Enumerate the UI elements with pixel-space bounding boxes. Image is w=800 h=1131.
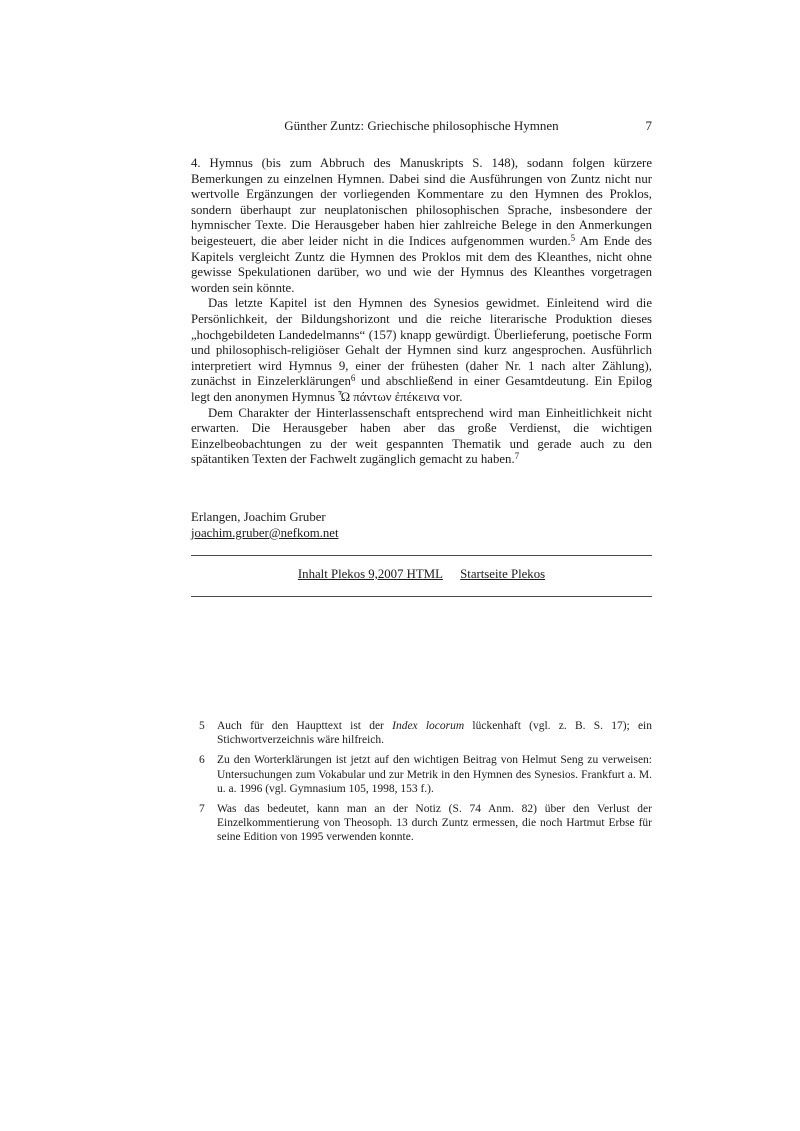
footnote-6 (191, 753, 652, 796)
paragraph-2-text: Das letzte Kapitel ist den Hymnen des Synesios gewidmet. Einleitend wird die Persönlichkeit, der Bildungshorizont und die reiche literarische Produktion dieses „hochgebildeten Landedelmanns“ (157) knapp gewürdigt. Überlieferung, poetische Form und philosophisch-religiöser Gehalt der Hymnen sind kurz angesprochen. Ausführlich interpretiert wird Hymnus 9, einer der frühesten (daher Nr. 1 nach alter Zählung), zunächst in Einzelerklärungen (191, 296, 652, 389)
footnotes-section (191, 719, 652, 851)
page-number: 7 (645, 118, 652, 133)
footnote-ref-6: 6 (350, 373, 356, 384)
paragraph-3 (191, 406, 652, 468)
footnote-5-text: Auch für den Haupttext ist der (217, 720, 393, 732)
footnote-5-text-cont: lückenhaft (vgl. z. B. S. 17); ein Stichwortverzeichnis wäre hilfreich. (217, 720, 652, 747)
footnote-6-number: 6 (199, 754, 205, 767)
signature-place-name: Erlangen, Joachim Gruber (191, 510, 326, 524)
paragraph-1-text-cont: Am Ende des Kapitels vergleicht Zuntz die Hymnen des Proklos mit dem des Kleanthes, nicht ohne gewisse Spekulationen darüber, wo und wie der Hymnus des Kleanthes vorgetragen worden sein könnte. (191, 233, 652, 295)
footnote-ref-5: 5 (570, 232, 576, 243)
footnote-5-italic-text: Index locorum (392, 720, 465, 732)
footnote-ref-7: 7 (514, 451, 520, 462)
footnote-7-text: Was das bedeutet, kann man an der Notiz (S. 74 Anm. 82) über den Verlust der Einzelkommentierung von Theosoph. 13 durch Zuntz ermessen, die noch Hartmut Erbse für seine Edition von 1995 verwenden konnte. (217, 803, 652, 844)
body-text (191, 156, 652, 468)
footnote-5 (191, 719, 652, 747)
paragraph-1 (191, 156, 652, 296)
paragraph-1-text: 4. Hymnus (bis zum Abbruch des Manuskripts S. 148), sodann folgen kürzere Bemerkungen zu einzelnen Hymnen. Dabei sind die Ausführungen von Zuntz nicht nur wertvolle Ergänzungen der vorliegenden Kommentare zu den Hymnen des Proklos, sondern überhaupt zur neuplatonischen philosophischen Sprache, insbesondere der hymnischer Texte. Die Herausgeber haben hier zahlreiche Belege in den Anmerkungen beigesteuert, die aber leider nicht in die Indices aufgenommen wurden. (191, 156, 652, 248)
footnote-5-number: 5 (199, 720, 205, 732)
paragraph-3-text: Dem Charakter der Hinterlassenschaft entsprechend wird man Einheitlichkeit nicht erwarten. Die Herausgeber haben aber das große Verdienst, die wichtigen Einzelbeobachtungen zu der weit gespannten Thematik und gerade auch zu den spätantiken Texten der Fachwelt zugänglich gemacht zu haben. (191, 405, 652, 467)
paragraph-2 (191, 296, 652, 405)
nav-link-inhalt-plekos[interactable]: Inhalt Plekos 9,2007 HTML (297, 567, 443, 581)
footnote-7 (191, 802, 652, 845)
footnote-7-number: 7 (199, 803, 205, 816)
email-link[interactable]: joachim.gruber@nefkom.net (191, 525, 339, 540)
nav-link-startseite-plekos[interactable]: Startseite Plekos (460, 567, 546, 581)
signature-block (191, 510, 652, 542)
nav-links (191, 566, 652, 582)
paragraph-2-text-cont: und abschließend in einer Gesamtdeutung. Ein Epilog legt den anonymen Hymnus Ὦ πάντων ἐπέκεινα vor. (191, 374, 653, 404)
footnote-6-text: Zu den Worterklärungen ist jetzt auf den wichtigen Beitrag von Helmut Seng zu verweisen: Untersuchungen zum Vokabular und zur Metrik in den Hymnen des Synesios. Frankfurt a. M. u. a. 1996 (vgl. Gymnasium 105, 1998, 153 f.). (217, 754, 652, 795)
divider-bottom (191, 596, 652, 597)
divider-top (191, 555, 652, 556)
running-header (191, 118, 652, 134)
running-title: Günther Zuntz: Griechische philosophische Hymnen (284, 118, 559, 133)
